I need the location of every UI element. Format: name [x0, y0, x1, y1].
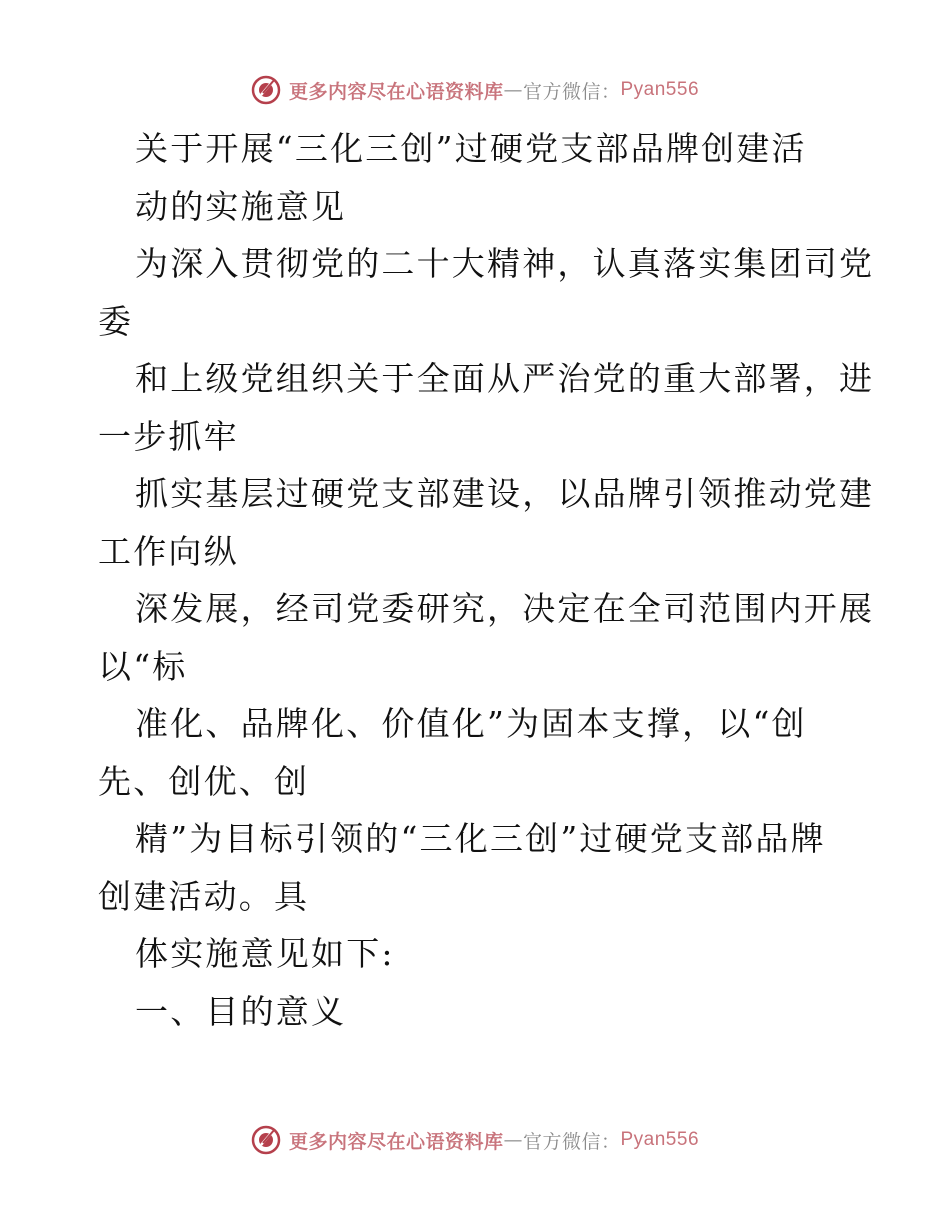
document-body: [98, 120, 875, 1040]
watermark-contact-label: 官方微信：: [522, 1130, 621, 1153]
text-line: 为深入贯彻党的二十大精神，认真落实集团司党: [135, 244, 875, 283]
watermark-text: 更多内容尽在心语资料库: [288, 80, 504, 103]
watermark-wechat-id: Pyan556: [620, 79, 700, 100]
header-watermark: [0, 70, 950, 110]
text-line: 精”为目标引领的“三化三创”过硬党支部品牌: [135, 819, 826, 858]
logo-icon: [251, 75, 281, 105]
watermark-separator: —: [503, 79, 523, 101]
text-line: 工作向纵: [98, 531, 239, 571]
text-line: 抓实基层过硬党支部建设，以品牌引领推动党建: [135, 474, 875, 513]
text-line: 以“标: [98, 646, 188, 686]
text-line: 深发展，经司党委研究，决定在全司范围内开展: [135, 589, 875, 628]
text-line: 创建活动。具: [98, 876, 310, 916]
text-line: 准化、品牌化、价值化”为固本支撑，以“创: [135, 704, 807, 743]
text-line: 先、创优、创: [98, 761, 310, 801]
text-line: 动的实施意见: [135, 186, 347, 226]
logo-icon: [251, 1125, 281, 1155]
text-line: 关于开展“三化三创”过硬党支部品牌创建活: [135, 129, 807, 168]
text-line: 委: [98, 301, 134, 341]
watermark-text: 更多内容尽在心语资料库: [288, 1130, 504, 1153]
section-heading: 一、目的意义: [135, 991, 347, 1031]
watermark-wechat-id: Pyan556: [620, 1129, 700, 1150]
text-line: 和上级党组织关于全面从严治党的重大部署，进: [135, 359, 875, 398]
footer-watermark: [0, 1120, 950, 1160]
watermark-contact-label: 官方微信：: [522, 80, 621, 103]
text-line: 一步抓牢: [98, 416, 239, 456]
text-line: 体实施意见如下:: [135, 934, 395, 973]
watermark-separator: —: [503, 1129, 523, 1151]
